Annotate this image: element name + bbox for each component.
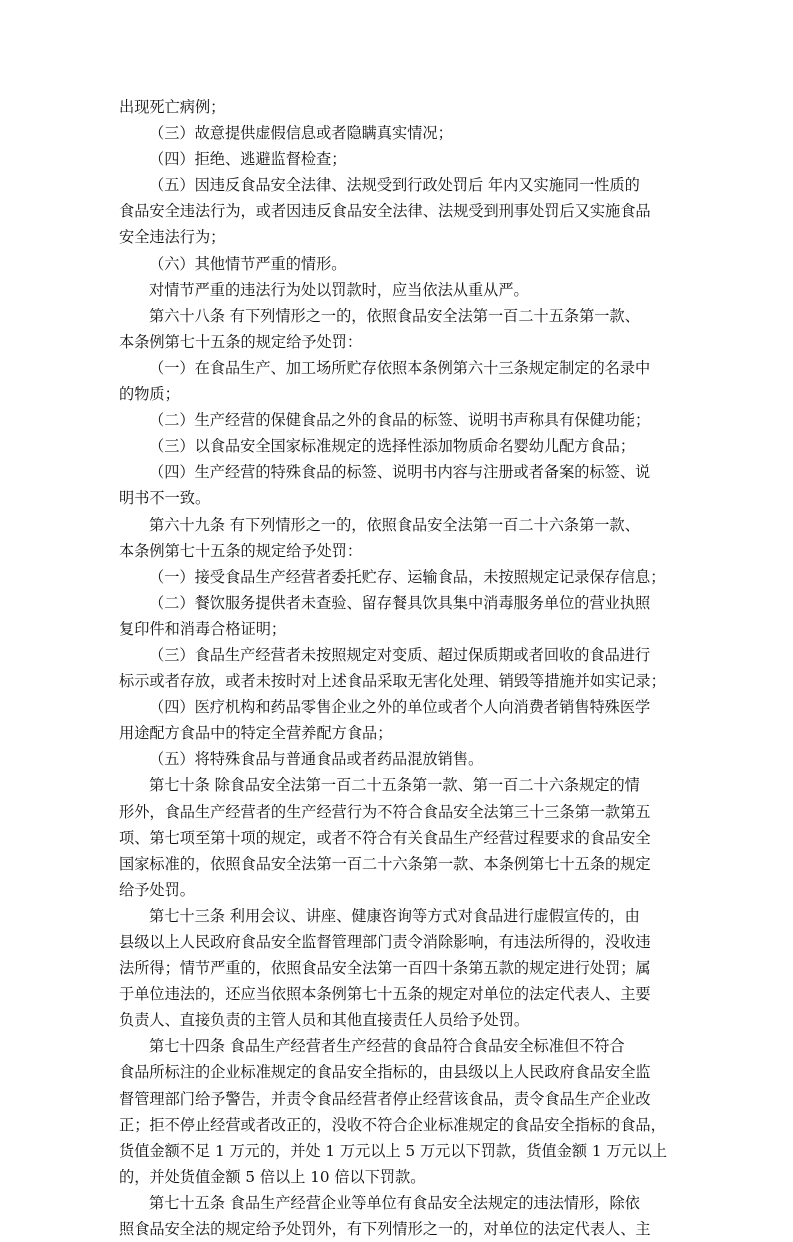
text-line: 第七十五条 食品生产经营企业等单位有食品安全法规定的违法情形，除依 [149, 1193, 640, 1212]
text-line: （三）以食品安全国家标准规定的选择性添加物质命名婴幼儿配方食品； [149, 437, 635, 456]
text-line: 照食品安全法的规定给予处罚外，有下列情形之一的，对单位的法定代表人、主 [119, 1220, 651, 1239]
text-line: （六）其他情节严重的情形。 [149, 254, 347, 273]
text-line: 食品所标注的企业标准规定的食品安全指标的，由县级以上人民政府食品安全监 [119, 1063, 651, 1082]
text-line: （一）接受食品生产经营者委托贮存、运输食品，未按照规定记录保存信息； [149, 567, 666, 586]
text-line: （三）故意提供虚假信息或者隐瞒真实情况； [149, 124, 453, 143]
text-line: （四）医疗机构和药品零售企业之外的单位或者个人向消费者销售特殊医学 [149, 698, 651, 717]
text-line: 本条例第七十五条的规定给予处罚： [119, 332, 362, 351]
text-line: （二）餐饮服务提供者未查验、留存餐具饮具集中消毒服务单位的营业执照 [149, 593, 651, 612]
text-line: 第六十九条 有下列情形之一的，依照食品安全法第一百二十六条第一款、 [149, 515, 640, 534]
text-line: 复印件和消毒合格证明； [119, 619, 287, 638]
text-line: （三）食品生产经营者未按照规定对变质、超过保质期或者回收的食品进行 [149, 645, 651, 664]
text-line: 第六十八条 有下列情形之一的，依照食品安全法第一百二十五条第一款、 [149, 306, 640, 325]
text-line: 项、第七项至第十项的规定，或者不符合有关食品生产经营过程要求的食品安全 [119, 828, 651, 847]
text-line: 督管理部门给予警告，并责令食品经营者停止经营该食品，责令食品生产企业改 [119, 1089, 651, 1108]
text-line: 形外，食品生产经营者的生产经营行为不符合食品安全法第三十三条第一款第五 [119, 802, 651, 821]
text-line: 县级以上人民政府食品安全监督管理部门责令消除影响，有违法所得的，没收违 [119, 933, 651, 951]
text-line: 第七十条 除食品安全法第一百二十五条第一款、第一百二十六条规定的情 [149, 776, 640, 795]
text-line: 用途配方食品中的特定全营养配方食品； [119, 724, 393, 743]
text-line: 明书不一致。 [119, 489, 211, 508]
text-line: 于单位违法的，还应当依照本条例第七十五条的规定对单位的法定代表人、主要 [119, 985, 651, 1004]
text-line: 本条例第七十五条的规定给予处罚： [119, 541, 362, 560]
text-line: （五）将特殊食品与普通食品或者药品混放销售。 [149, 750, 484, 769]
text-line: 国家标准的，依照食品安全法第一百二十六条第一款、本条例第七十五条的规定 [119, 854, 651, 873]
document-page [119, 94, 685, 1242]
text-line: 的物质； [119, 385, 180, 404]
text-line: 出现死亡病例； [119, 98, 226, 116]
text-line: 给予处罚。 [119, 880, 195, 899]
text-line: 食品安全违法行为，或者因违反食品安全法律、法规受到刑事处罚后又实施食品 [119, 202, 651, 221]
text-line: 第七十四条 食品生产经营者生产经营的食品符合食品安全标准但不符合 [149, 1037, 625, 1056]
text-line: 负责人、直接负责的主管人员和其他直接责任人员给予处罚。 [119, 1011, 530, 1030]
text-line: 第七十三条 利用会议、讲座、健康咨询等方式对食品进行虚假宣传的，由 [149, 906, 640, 925]
text-line: （一）在食品生产、加工场所贮存依照本条例第六十三条规定制定的名录中 [149, 358, 651, 377]
text-line: 的，并处货值金额 5 倍以上 10 倍以下罚款。 [119, 1167, 426, 1186]
text-line: 法所得；情节严重的，依照食品安全法第一百四十条第五款的规定进行处罚；属 [119, 959, 651, 978]
text-line: 正；拒不停止经营或者改正的，没收不符合企业标准规定的食品安全指标的食品， [119, 1115, 666, 1134]
text-line: 对情节严重的违法行为处以罚款时，应当依法从重从严。 [149, 280, 529, 299]
text-line: 安全违法行为； [119, 228, 226, 247]
text-line: （四）拒绝、逃避监督检查； [149, 150, 347, 169]
text-line: （五）因违反食品安全法律、法规受到行政处罚后 年内又实施同一性质的 [149, 176, 640, 195]
text-line: 标示或者存放，或者未按时对上述食品采取无害化处理、销毁等措施并如实记录； [119, 672, 666, 691]
text-line: （二）生产经营的保健食品之外的食品的标签、说明书声称具有保健功能； [149, 411, 651, 430]
text-line: 货值金额不足 1 万元的，并处 1 万元以上 5 万元以下罚款，货值金额 1 万元以上 [119, 1141, 668, 1160]
text-line: （四）生产经营的特殊食品的标签、说明书内容与注册或者备案的标签、说 [149, 463, 651, 482]
